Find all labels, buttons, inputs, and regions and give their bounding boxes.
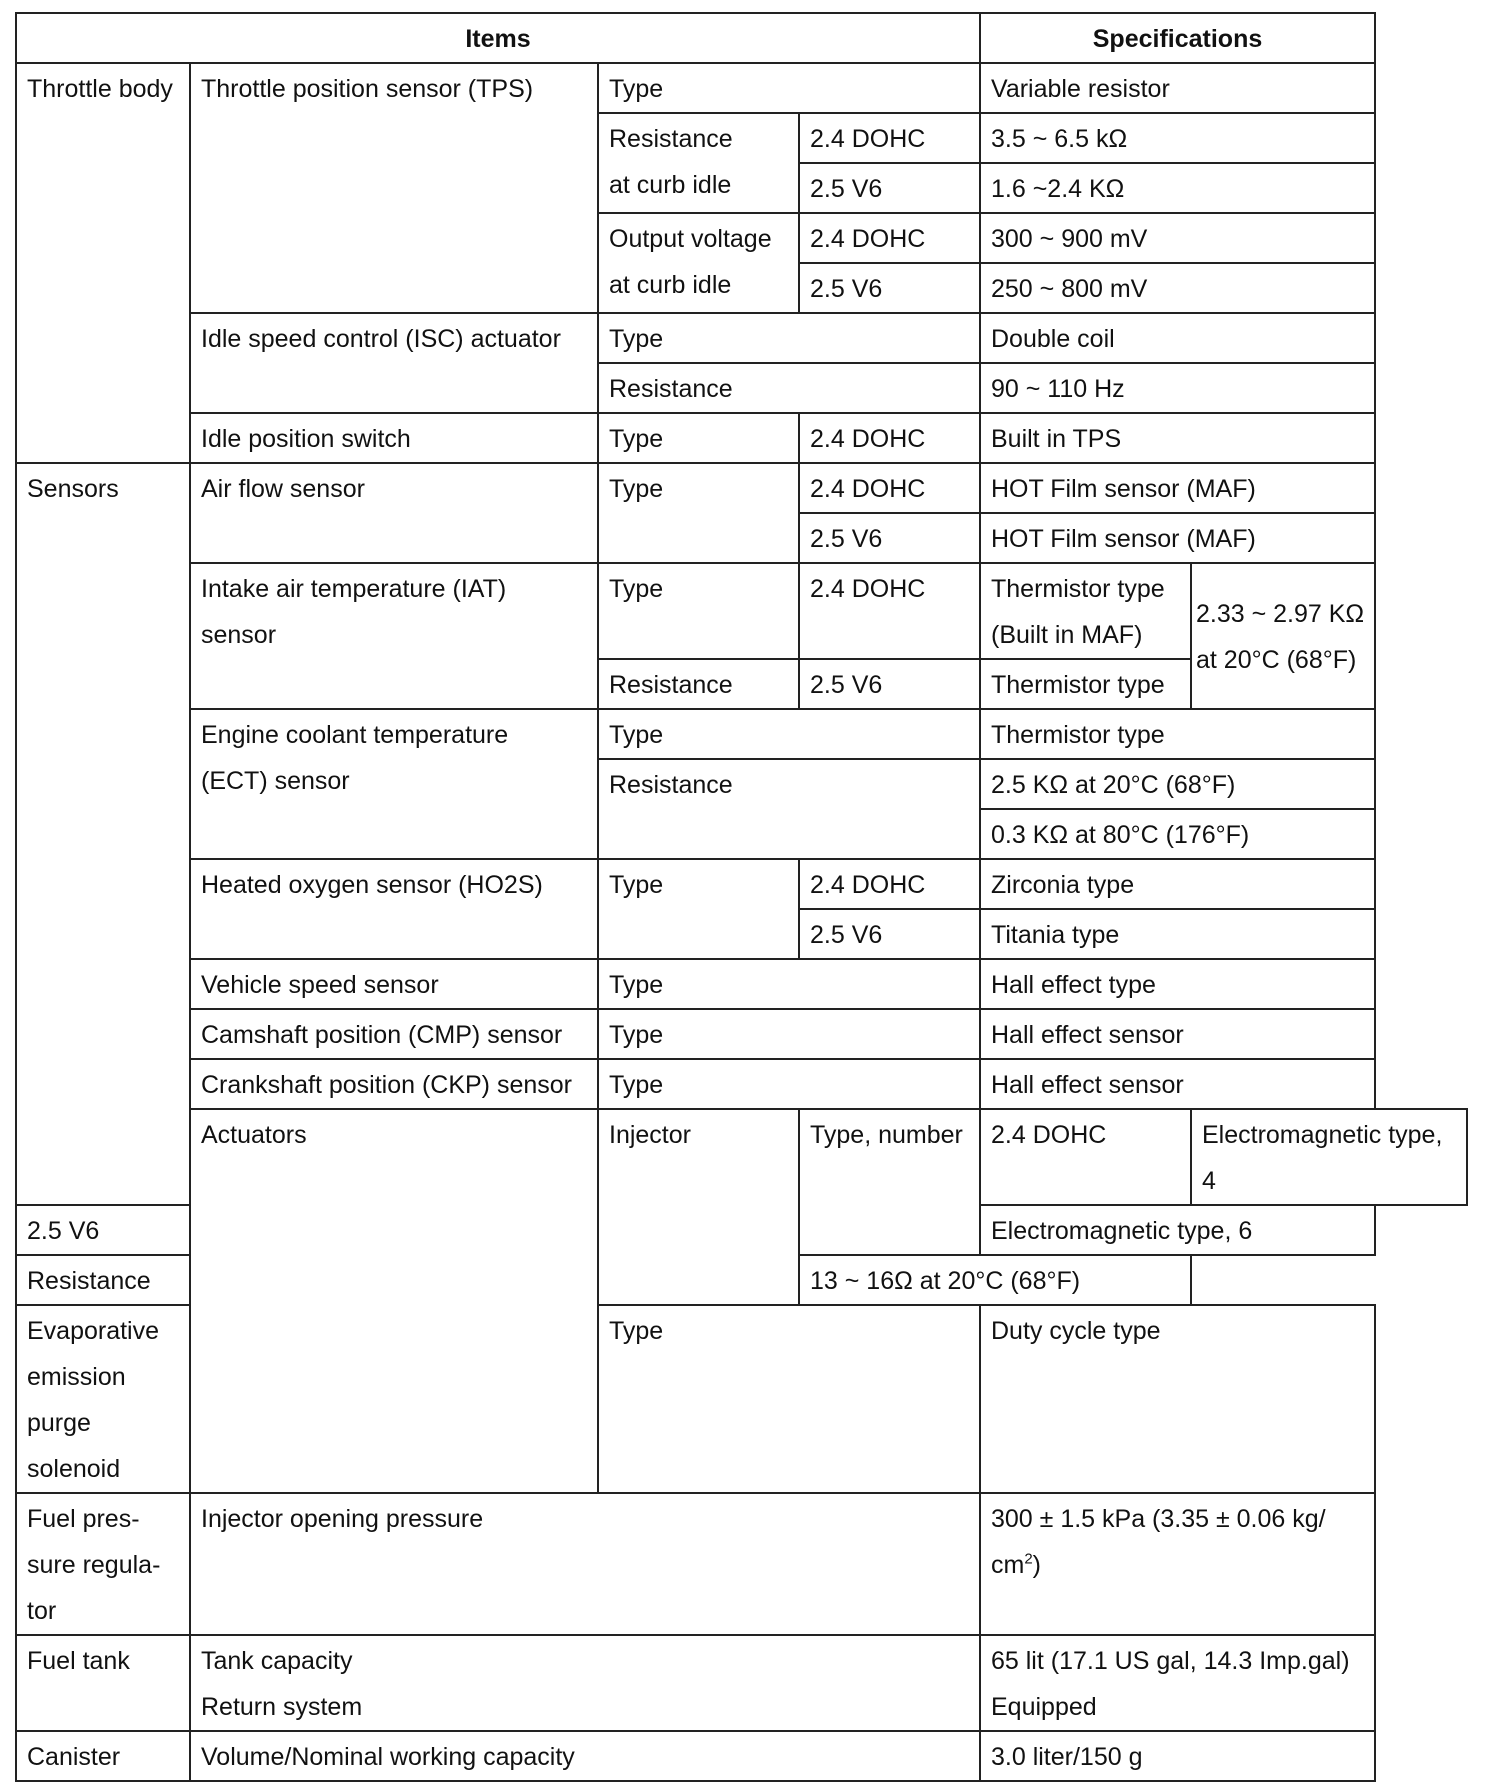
purge-type-label: Type bbox=[598, 1305, 980, 1493]
table-row bbox=[16, 709, 1467, 759]
label-line: Thermistor type bbox=[991, 575, 1165, 603]
purge-name bbox=[16, 1305, 190, 1493]
air-flow-type-label: Type bbox=[598, 463, 799, 563]
label-line: at curb idle bbox=[609, 271, 732, 299]
isc-resistance-value: 90 ~ 110 Hz bbox=[980, 363, 1375, 413]
purge-type-value: Duty cycle type bbox=[980, 1305, 1375, 1493]
ho2s-dohc-value: Zirconia type bbox=[980, 859, 1375, 909]
tps-voltage-label bbox=[598, 213, 799, 313]
cmp-name: Camshaft position (CMP) sensor bbox=[190, 1009, 598, 1059]
vss-type-value: Hall effect type bbox=[980, 959, 1375, 1009]
table-row bbox=[16, 859, 1467, 909]
fuel-tank-values bbox=[980, 1635, 1375, 1731]
engine-v6: 2.5 V6 bbox=[799, 263, 980, 313]
label-line: Fuel pres- bbox=[27, 1505, 140, 1533]
iat-type-label: Type bbox=[598, 563, 799, 659]
group-throttle-body: Throttle body bbox=[16, 63, 190, 463]
return-system-value: Equipped bbox=[991, 1693, 1097, 1721]
engine-dohc: 2.4 DOHC bbox=[980, 1109, 1191, 1205]
tps-resistance-label bbox=[598, 113, 799, 213]
table-row bbox=[16, 63, 1467, 113]
group-fuel-tank: Fuel tank bbox=[16, 1635, 190, 1731]
label-line: Intake air temperature (IAT) bbox=[201, 575, 507, 603]
table-row bbox=[16, 413, 1467, 463]
engine-v6: 2.5 V6 bbox=[799, 163, 980, 213]
ckp-type-value: Hall effect sensor bbox=[980, 1059, 1375, 1109]
ckp-type-label: Type bbox=[598, 1059, 980, 1109]
label-line: solenoid bbox=[27, 1455, 121, 1483]
label-line: sensor bbox=[201, 621, 277, 649]
table-row bbox=[16, 1109, 1467, 1205]
specifications-header: Specifications bbox=[980, 13, 1375, 63]
engine-v6: 2.5 V6 bbox=[799, 513, 980, 563]
group-fuel-pressure-regulator bbox=[16, 1493, 190, 1635]
injector-name: Injector bbox=[598, 1109, 799, 1305]
table-row bbox=[16, 1635, 1467, 1731]
label-line: (Built in MAF) bbox=[991, 621, 1143, 649]
engine-v6: 2.5 V6 bbox=[16, 1205, 190, 1255]
ect-resistance-label: Resistance bbox=[598, 759, 980, 859]
ect-name bbox=[190, 709, 598, 859]
group-sensors: Sensors bbox=[16, 463, 190, 1205]
tps-voltage-dohc: 300 ~ 900 mV bbox=[980, 213, 1375, 263]
vss-type-label: Type bbox=[598, 959, 980, 1009]
iat-resistance-label: Resistance bbox=[598, 659, 799, 709]
tps-resistance-v6: 1.6 ~2.4 KΩ bbox=[980, 163, 1375, 213]
idle-switch-value: Built in TPS bbox=[980, 413, 1375, 463]
canister-name: Volume/Nominal working capacity bbox=[190, 1731, 980, 1781]
ect-type-label: Type bbox=[598, 709, 980, 759]
label-line: sure regula- bbox=[27, 1551, 161, 1579]
tps-type-value: Variable resistor bbox=[980, 63, 1375, 113]
regulator-name: Injector opening pressure bbox=[190, 1493, 980, 1635]
label-line: tor bbox=[27, 1597, 57, 1625]
fuel-tank-labels bbox=[190, 1635, 980, 1731]
ho2s-name: Heated oxygen sensor (HO2S) bbox=[190, 859, 598, 959]
injector-dohc-value: Electromagnetic type, 4 bbox=[1191, 1109, 1467, 1205]
label-line: Evaporative emission purge bbox=[27, 1317, 160, 1437]
return-system-label: Return system bbox=[201, 1693, 363, 1721]
items-header: Items bbox=[16, 13, 980, 63]
engine-v6: 2.5 V6 bbox=[799, 659, 980, 709]
iat-name bbox=[190, 563, 598, 709]
tank-capacity-value: 65 lit (17.1 US gal, 14.3 Imp.gal) bbox=[991, 1647, 1350, 1675]
injector-v6-value: Electromagnetic type, 6 bbox=[980, 1205, 1375, 1255]
iat-resistance-value bbox=[1191, 563, 1375, 709]
label-line: at curb idle bbox=[609, 171, 732, 199]
spec-table bbox=[15, 12, 1468, 1782]
iat-v6-type: Thermistor type bbox=[980, 659, 1191, 709]
table-row bbox=[16, 1731, 1467, 1781]
group-actuators: Actuators bbox=[190, 1109, 598, 1493]
isc-name: Idle speed control (ISC) actuator bbox=[190, 313, 598, 413]
air-flow-v6-value: HOT Film sensor (MAF) bbox=[980, 513, 1375, 563]
engine-dohc: 2.4 DOHC bbox=[799, 113, 980, 163]
tps-resistance-dohc: 3.5 ~ 6.5 kΩ bbox=[980, 113, 1375, 163]
cmp-type-value: Hall effect sensor bbox=[980, 1009, 1375, 1059]
value-line: 2.33 ~ 2.97 KΩ bbox=[1196, 600, 1365, 628]
isc-type-label: Type bbox=[598, 313, 980, 363]
table-row bbox=[16, 1009, 1467, 1059]
value-text: ) bbox=[1032, 1551, 1041, 1579]
table-row bbox=[16, 1059, 1467, 1109]
label-line: Engine coolant temperature bbox=[201, 721, 509, 749]
idle-switch-name: Idle position switch bbox=[190, 413, 598, 463]
tps-name: Throttle position sensor (TPS) bbox=[190, 63, 598, 313]
vss-name: Vehicle speed sensor bbox=[190, 959, 598, 1009]
air-flow-dohc-value: HOT Film sensor (MAF) bbox=[980, 463, 1375, 513]
engine-dohc: 2.4 DOHC bbox=[799, 463, 980, 513]
engine-dohc: 2.4 DOHC bbox=[799, 413, 980, 463]
iat-dohc-type bbox=[980, 563, 1191, 659]
injector-type-label: Type, number bbox=[799, 1109, 980, 1255]
table-row bbox=[16, 563, 1467, 659]
tps-voltage-v6: 250 ~ 800 mV bbox=[980, 263, 1375, 313]
value-line: at 20°C (68°F) bbox=[1196, 646, 1357, 674]
air-flow-name: Air flow sensor bbox=[190, 463, 598, 563]
isc-resistance-label: Resistance bbox=[598, 363, 980, 413]
injector-resistance-label: Resistance bbox=[16, 1255, 598, 1305]
table-row bbox=[16, 1493, 1467, 1635]
ckp-name: Crankshaft position (CKP) sensor bbox=[190, 1059, 598, 1109]
cmp-type-label: Type bbox=[598, 1009, 980, 1059]
ho2s-type-label: Type bbox=[598, 859, 799, 959]
ect-resistance-2: 0.3 KΩ at 80°C (176°F) bbox=[980, 809, 1375, 859]
tank-capacity-label: Tank capacity bbox=[201, 1647, 353, 1675]
header-row bbox=[16, 13, 1467, 63]
table-row bbox=[16, 959, 1467, 1009]
label-line: (ECT) sensor bbox=[201, 767, 350, 795]
tps-type-label: Type bbox=[598, 63, 980, 113]
engine-dohc: 2.4 DOHC bbox=[799, 859, 980, 909]
label-line: Output voltage bbox=[609, 225, 772, 253]
table-row bbox=[16, 463, 1467, 513]
ect-type-value: Thermistor type bbox=[980, 709, 1375, 759]
idle-switch-type-label: Type bbox=[598, 413, 799, 463]
label-line: Resistance bbox=[609, 125, 733, 153]
ho2s-v6-value: Titania type bbox=[980, 909, 1375, 959]
injector-resistance-value: 13 ~ 16Ω at 20°C (68°F) bbox=[799, 1255, 1191, 1305]
canister-value: 3.0 liter/150 g bbox=[980, 1731, 1375, 1781]
superscript: 2 bbox=[1024, 1550, 1033, 1568]
regulator-value bbox=[980, 1493, 1375, 1635]
ect-resistance-1: 2.5 KΩ at 20°C (68°F) bbox=[980, 759, 1375, 809]
value-line bbox=[991, 1542, 1364, 1588]
value-line: 300 ± 1.5 kPa (3.35 ± 0.06 kg/ bbox=[991, 1505, 1326, 1533]
group-canister: Canister bbox=[16, 1731, 190, 1781]
engine-v6: 2.5 V6 bbox=[799, 909, 980, 959]
table-row bbox=[16, 313, 1467, 363]
engine-dohc: 2.4 DOHC bbox=[799, 213, 980, 263]
engine-dohc: 2.4 DOHC bbox=[799, 563, 980, 659]
value-text: cm bbox=[991, 1551, 1025, 1579]
isc-type-value: Double coil bbox=[980, 313, 1375, 363]
